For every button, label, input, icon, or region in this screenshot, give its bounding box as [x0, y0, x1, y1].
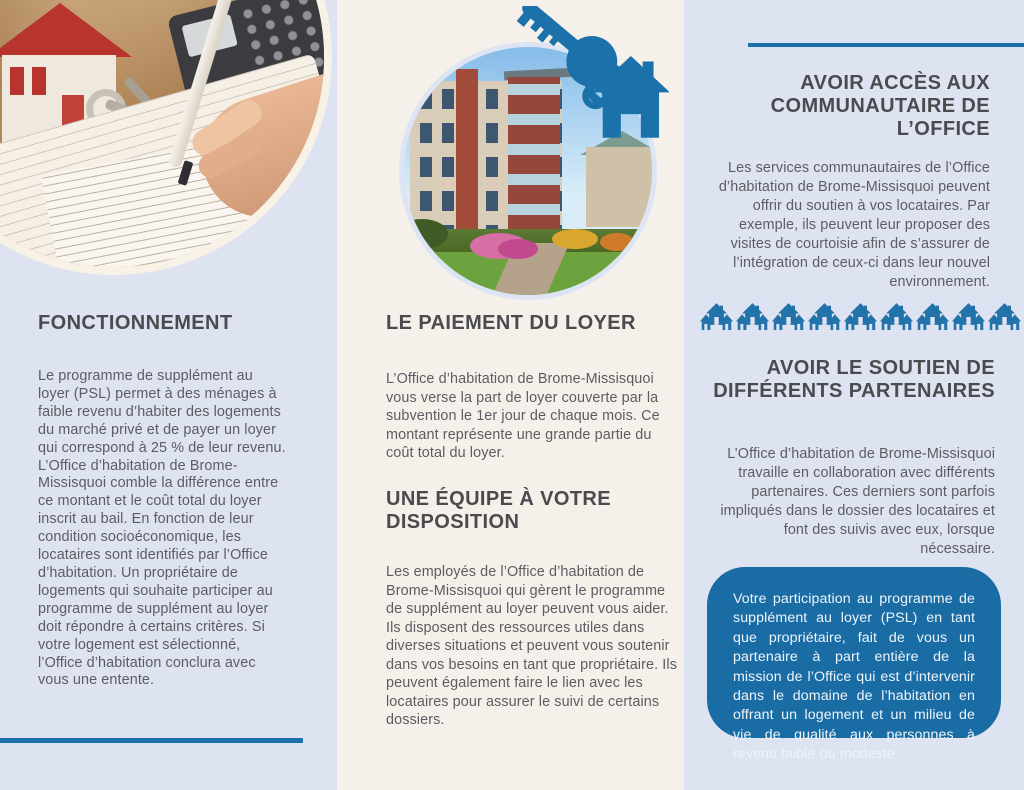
- section-title-equipe: UNE ÉQUIPE À VOTRE DISPOSITION: [386, 488, 612, 533]
- heading-line: L’OFFICE: [896, 118, 990, 140]
- callout-text: Votre participation au programme de supplément au loyer (PSL) en tant que propriétaire, fait de vous un partenaire à part entière de la mission de l’Office qui est d’intervenir dans le domaine de l’habitation en offrant un logement et un milieu de vie de qualité aux personnes à revenu faible ou modeste.: [733, 591, 975, 763]
- soutien-body: L’Office d’habitation de Brome-Missisquoi travaille en collaboration avec différents partenaires. Ces derniers sont parfois impliqués dans le dossier des locataires et font des suivis avec eux, lorsque nécessaire.: [720, 446, 995, 558]
- middle-panel: [337, 0, 684, 790]
- fonctionnement-body: Le programme de supplément au loyer (PSL) permet à des ménages à faible revenu d’habiter des logements du marché privé et de payer un loyer qui correspond à 25 % de leur revenu. L’Office d’habitation de Brome-Missisquoi comble la différence entre ce montant et le coût total du loyer inscrit au bail. En fonction de leur condition socioéconomique, les locataires sont identifiés par l’Office d’habitation. Un propriétaire de logements qui souhaite participer au programme de supplément au loyer doit répondre à certains critères. Si votre logement est sélectionné, l’Office d’habitation conclura avec vous une entente.: [38, 368, 286, 689]
- flower-bush: [498, 239, 538, 259]
- house-model-window: [10, 67, 24, 95]
- heading-line: AVOIR ACCÈS AUX: [800, 72, 990, 94]
- houses-divider-icon: [700, 297, 1024, 331]
- right-panel: [684, 0, 1024, 790]
- section-title-fonctionnement: FONCTIONNEMENT: [38, 312, 233, 334]
- left-panel: [0, 0, 337, 790]
- heading-line: AVOIR LE SOUTIEN DE: [766, 357, 995, 379]
- section-title-soutien: [713, 357, 995, 403]
- equipe-body: Les employés de l’Office d’habitation de Brome-Missisquoi qui gèrent le programme de supplément au loyer peuvent vous aider. Ils disposent des ressources utiles dans diverses situations et peuvent vous soutenir dans vos besoins en tant que propriétaire. Ils peuvent également faire le lien avec les locataires pour assurer le suivi de certains dossiers.: [386, 564, 677, 729]
- building-column: [456, 69, 478, 245]
- blue-divider-line: [748, 43, 1024, 47]
- left-text-block: [38, 312, 300, 705]
- blue-divider-line: [0, 738, 303, 743]
- heading-line: DIFFÉRENTS PARTENAIRES: [713, 380, 995, 402]
- house-model-roof: [0, 3, 132, 57]
- paiement-body: L’Office d’habitation de Brome-Missisquoi vous verse la part de loyer couverte par la subvention le 1er jour de chaque mois. Ce montant représente une grande partie du coût total du loyer.: [386, 371, 660, 462]
- section-title-acces: [771, 72, 990, 141]
- callout-box: [707, 567, 1001, 763]
- key-house-icon: [501, 6, 669, 146]
- flower-bush: [600, 233, 634, 251]
- section-title-paiement: LE PAIEMENT DU LOYER: [386, 312, 636, 334]
- background-house: [586, 147, 656, 227]
- heading-line: COMMUNAUTAIRE DE: [770, 95, 990, 117]
- flower-bush: [552, 229, 598, 249]
- acces-body: Les services communautaires de l’Office d’habitation de Brome-Missisquoi peuvent offrir du soutien à vos locataires. Par exemple, ils peuvent leur proposer des visites de courtoisie afin de s’assurer de l’intégration de ceux-ci dans leur nouvel environnement.: [718, 160, 990, 291]
- contract-signing-photo: [0, 0, 332, 275]
- house-model-window: [32, 67, 46, 95]
